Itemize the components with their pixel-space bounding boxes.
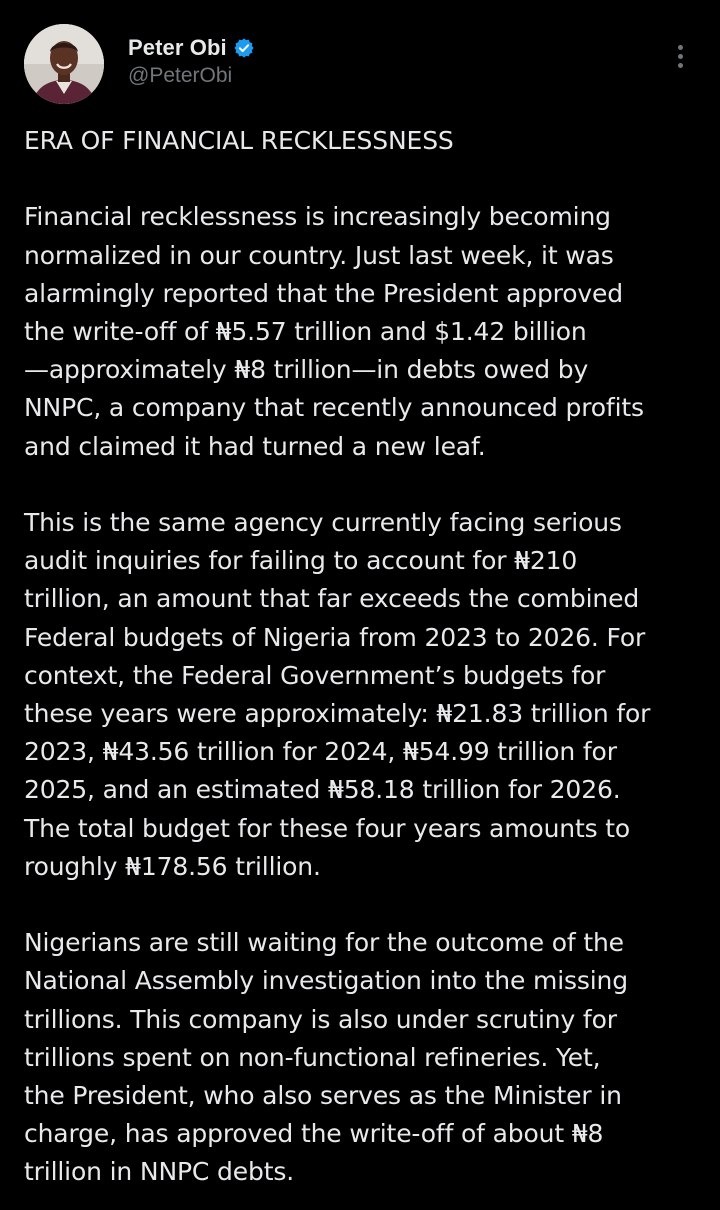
avatar-photo-icon [24, 24, 104, 104]
more-options-icon[interactable] [664, 40, 696, 72]
post-text [24, 122, 704, 1192]
more-dot [678, 63, 683, 68]
author-display-name[interactable]: Peter Obi [128, 35, 227, 60]
post-paragraph: Nigerians are still waiting for the outcome of the National Assembly investigation into the missing trillions. This company is also under scrutiny for trillions spent on non-functional refineries. Yet, the President, who also serves as the Minister in charge, has approved the write-off of about ₦8 trillion in NNPC debts. [24, 928, 628, 1187]
post-header [24, 24, 696, 106]
author-info [128, 34, 255, 88]
more-dot [678, 45, 683, 50]
author-name-row [128, 34, 255, 62]
more-dot [678, 54, 683, 59]
author-handle[interactable]: @PeterObi [128, 64, 233, 87]
verified-badge-icon[interactable] [233, 37, 255, 59]
post-title: ERA OF FINANCIAL RECKLESSNESS [24, 126, 454, 155]
avatar[interactable] [24, 24, 104, 104]
post-paragraph: This is the same agency currently facing serious audit inquiries for failing to account for ₦210 trillion, an amount that far exceeds the combined Federal budgets of Nigeria from 2023 to 2026. For context, the Federal Government’s budgets for these years were approximately: ₦21.83 trillion for 2023, ₦43.56 trillion for 2024, ₦54.99 trillion for 2025, and an estimated ₦58.18 trillion for 2026. The total budget for these four years amounts to roughly ₦178.56 trillion. [24, 508, 651, 881]
post-paragraph: Financial recklessness is increasingly becoming normalized in our country. Just last week, it was alarmingly reported that the President approved the write-off of ₦5.57 trillion and $1.42 billion —approximately ₦8 trillion—in debts owed by NNPC, a company that recently announced profits and claimed it had turned a new leaf. [24, 202, 644, 461]
